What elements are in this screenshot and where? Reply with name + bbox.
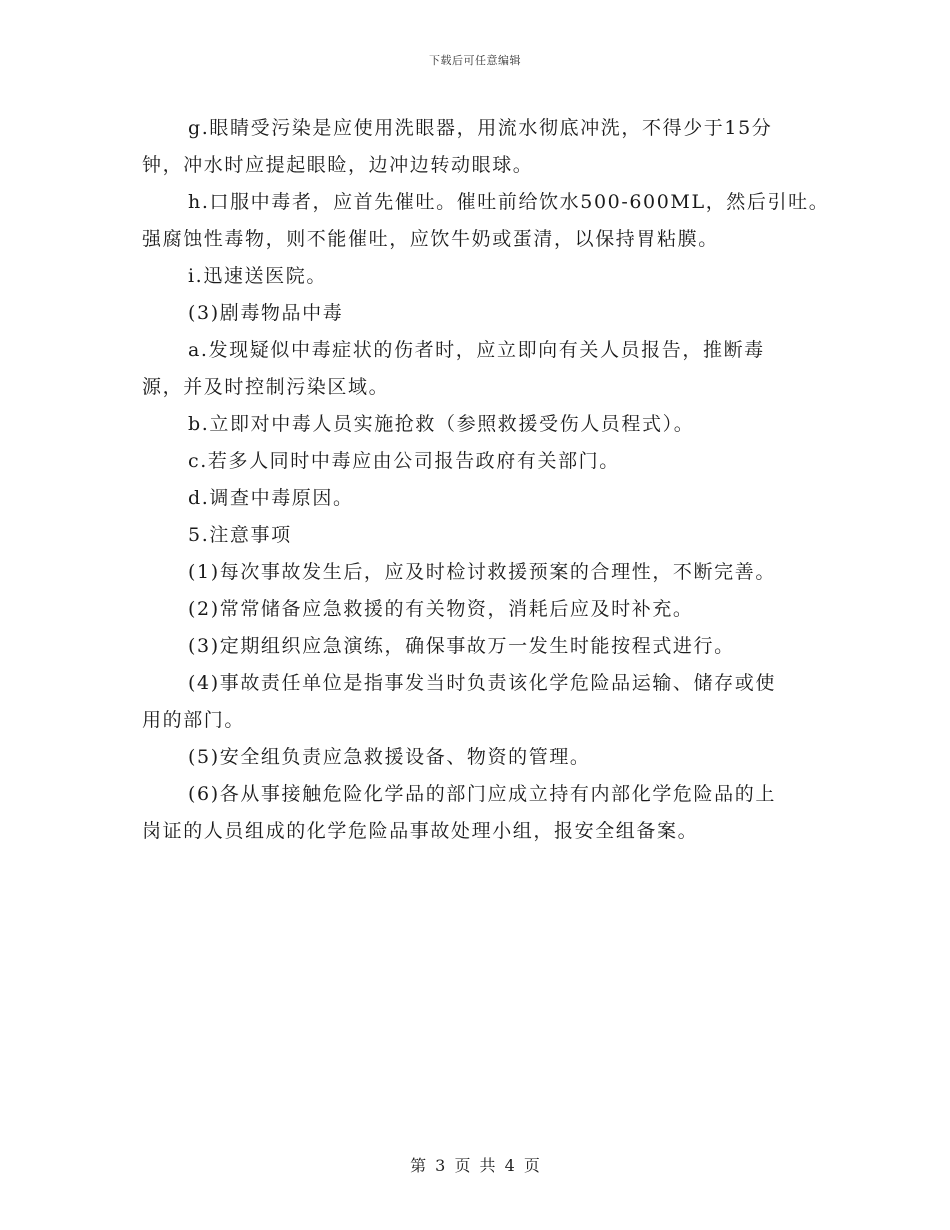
body-line: (1)每次事故发生后，应及时检讨救援预案的合理性，不断完善。 <box>188 561 776 583</box>
body-line: (6)各从事接触危险化学品的部门应成立持有内部化学危险品的上 <box>188 783 776 805</box>
body-line: (3)定期组织应急演练，确保事故万一发生时能按程式进行。 <box>188 635 735 657</box>
document-body <box>142 110 830 850</box>
body-line: h.口服中毒者，应首先催吐。催吐前给饮水500-600ML，然后引吐。 <box>188 191 830 213</box>
body-line: 强腐蚀性毒物，则不能催吐，应饮牛奶或蛋清，以保持胃粘膜。 <box>142 228 719 250</box>
section-heading: (3)剧毒物品中毒 <box>188 302 344 324</box>
body-line: 用的部门。 <box>142 709 246 731</box>
body-line: i.迅速送医院。 <box>188 265 327 287</box>
page-number-footer: 第 3 页 共 4 页 <box>410 1156 540 1175</box>
body-line: 岗证的人员组成的化学危险品事故处理小组，报安全组备案。 <box>142 820 699 842</box>
body-line: b.立即对中毒人员实施抢救（参照救援受伤人员程式）。 <box>188 413 695 435</box>
body-line: d.调查中毒原因。 <box>188 487 354 509</box>
body-line: (4)事故责任单位是指事发当时负责该化学危险品运输、储存或使 <box>188 672 776 694</box>
body-line: (2)常常储备应急救援的有关物资，消耗后应及时补充。 <box>188 598 694 620</box>
body-line: g.眼睛受污染是应使用洗眼器，用流水彻底冲洗，不得少于15分 <box>188 117 773 139</box>
body-line: (5)安全组负责应急救援设备、物资的管理。 <box>188 746 591 768</box>
section-heading: 5.注意事项 <box>188 524 292 546</box>
body-line: c.若多人同时中毒应由公司报告政府有关部门。 <box>188 450 620 472</box>
page-header: 下载后可任意编辑 <box>429 54 521 67</box>
body-line: 钟，冲水时应提起眼睑，边冲边转动眼球。 <box>142 154 534 176</box>
body-line: 源，并及时控制污染区域。 <box>142 376 390 398</box>
body-line: a.发现疑似中毒症状的伤者时，应立即向有关人员报告，推断毒 <box>188 339 765 361</box>
